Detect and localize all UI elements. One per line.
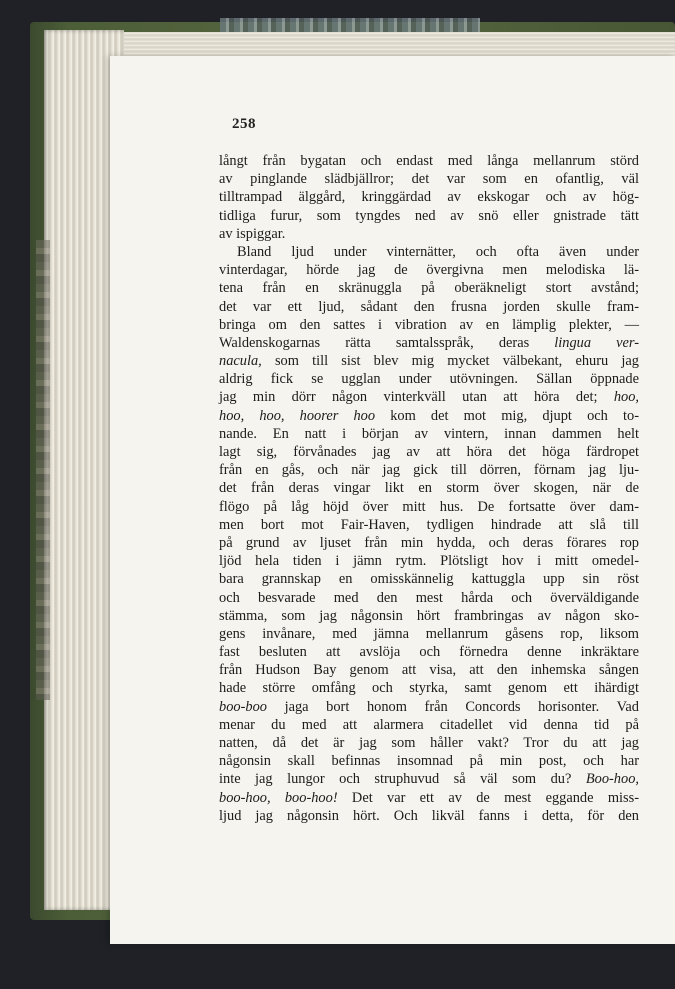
italic-text: hoo, (613, 389, 639, 406)
text-run: hade större omfång och styrka, samt genom ett ihärdigt (219, 680, 639, 697)
text-line (219, 734, 639, 752)
text-run: bringa om den sattes i vibration av en lämplig plekter, — (219, 316, 639, 333)
text-line (219, 589, 639, 607)
text-run: på grund av ljuset från min hydda, och deras förares rop (219, 534, 639, 551)
text-line (219, 425, 639, 443)
text-line (219, 607, 639, 625)
text-run: natten, då det är jag som håller vakt? Tror du att jag (219, 735, 639, 751)
text-run: nande. En natt i början av vintern, innan dammen helt (219, 425, 639, 442)
text-run: flögo på låg höjd över mitt hus. De fortsatte över dam- (219, 498, 639, 515)
text-run: ljud jag någonsin hört. Och likväl fanns i detta, för den (219, 807, 639, 824)
text-line (219, 661, 639, 679)
italic-text: Boo-hoo, (585, 771, 639, 788)
text-line (219, 188, 639, 206)
text-line (219, 261, 639, 279)
text-run: fast besluten att avslöja och förnedra denne inkräktare (219, 644, 639, 661)
italic-text: boo-boo (219, 698, 267, 715)
book-cover-edge (220, 18, 480, 32)
text-run: av ispiggar. (219, 225, 286, 242)
italic-text: boo-hoo, boo-hoo! (219, 789, 338, 806)
binding-strip (36, 240, 50, 700)
text-line (219, 698, 639, 716)
text-line (219, 316, 639, 334)
text-line (219, 516, 639, 534)
italic-text: lingua ver- (554, 334, 639, 351)
text-run: stämma, som jag någonsin hört frambringas av någon sko- (219, 607, 639, 624)
text-line (219, 789, 639, 807)
text-run: det var ett ljud, sådant den frusna jorden skulle fram- (219, 298, 639, 315)
book-page (110, 56, 675, 944)
text-line (219, 716, 639, 734)
text-line (219, 243, 639, 261)
text-run: inte jag lungor och struphuvud så väl som du? (219, 771, 586, 788)
text-run: aldrig fick se ugglan under utövningen. Sällan öppnade (219, 371, 639, 388)
text-run: det från deras vingar likt en storm över skogen, när de (219, 480, 639, 497)
text-run: någonsin skall befinnas insomnad på min post, och har (219, 753, 639, 770)
text-line (219, 643, 639, 661)
text-run: vinterdagar, hörde jag de övergivna men melodiska lä- (219, 262, 639, 279)
text-run: tilltrampad älggård, kringgärdad av ekskogar och av hög- (219, 189, 639, 206)
text-line (219, 752, 639, 770)
text-line (219, 152, 639, 170)
text-run: kom det mot mig, djupt och to- (375, 407, 639, 424)
text-run: av pinglande slädbjällror; det var som en ofantlig, väl (219, 171, 639, 188)
text-run: tidliga furur, som tyngdes ned av snö eller gnistrade tätt (219, 207, 639, 224)
text-line (219, 552, 639, 570)
text-line (219, 407, 639, 425)
text-line (219, 770, 639, 788)
italic-text: hoo, hoo, hoorer hoo (219, 407, 376, 424)
text-run: bara grannskap en omisskännelig kattuggla upp sin röst (219, 571, 639, 588)
text-line (219, 625, 639, 643)
text-line (219, 534, 639, 552)
text-line (219, 298, 639, 316)
text-run: Det var ett av de mest eggande miss- (337, 789, 639, 806)
text-line (219, 388, 639, 406)
text-line (219, 334, 639, 352)
text-run: menar du med att alarmera citadellet vid denna tid på (219, 716, 639, 733)
text-run: ljöd hela tiden i jämn rytm. Plötsligt hov i mitt omedel- (219, 553, 639, 570)
text-line (219, 570, 639, 588)
text-run: från en gås, och när jag gick till dörren, förnam jag lju- (219, 462, 639, 479)
text-line (219, 498, 639, 516)
text-run: som till sist blev mig mycket välbekant, ehuru jag (261, 353, 639, 370)
text-line (219, 279, 639, 297)
text-line (219, 370, 639, 388)
page-number: 258 (232, 116, 256, 132)
text-run: och besvarade med den mest hårda och överväldigande (219, 589, 639, 606)
text-line (219, 679, 639, 697)
text-run: jaga bort honom från Concords horisonter. Vad (266, 698, 639, 715)
italic-text: nacula, (219, 353, 262, 370)
text-line (219, 479, 639, 497)
body-text (219, 152, 639, 825)
text-run: Bland ljud under vinternätter, och ofta även under (237, 243, 639, 260)
text-run: Waldenskogarnas rätta samtalsspråk, deras (219, 334, 555, 351)
text-run: från Hudson Bay genom att visa, att den inhemska sången (219, 662, 639, 679)
text-run: lagt sig, förvånades jag av att höra det höga färdropet (219, 444, 639, 460)
text-run: tena från en skränuggla på oberäkneligt stort avstånd; (219, 280, 639, 297)
text-run: men bort mot Fair-Haven, tydligen hindrade att slå till (219, 516, 639, 533)
text-line (219, 170, 639, 188)
text-line (219, 461, 639, 479)
text-line (219, 352, 639, 370)
text-line (219, 443, 639, 461)
text-run: gens invånare, med jämna mellanrum gåsens rop, liksom (219, 625, 639, 642)
text-line (219, 207, 639, 225)
text-run: långt från bygatan och endast med långa mellanrum störd (219, 153, 639, 169)
text-line (219, 807, 639, 825)
text-run: jag min dörr någon vinterkväll utan att höra det; (219, 389, 614, 406)
text-line (219, 225, 639, 243)
